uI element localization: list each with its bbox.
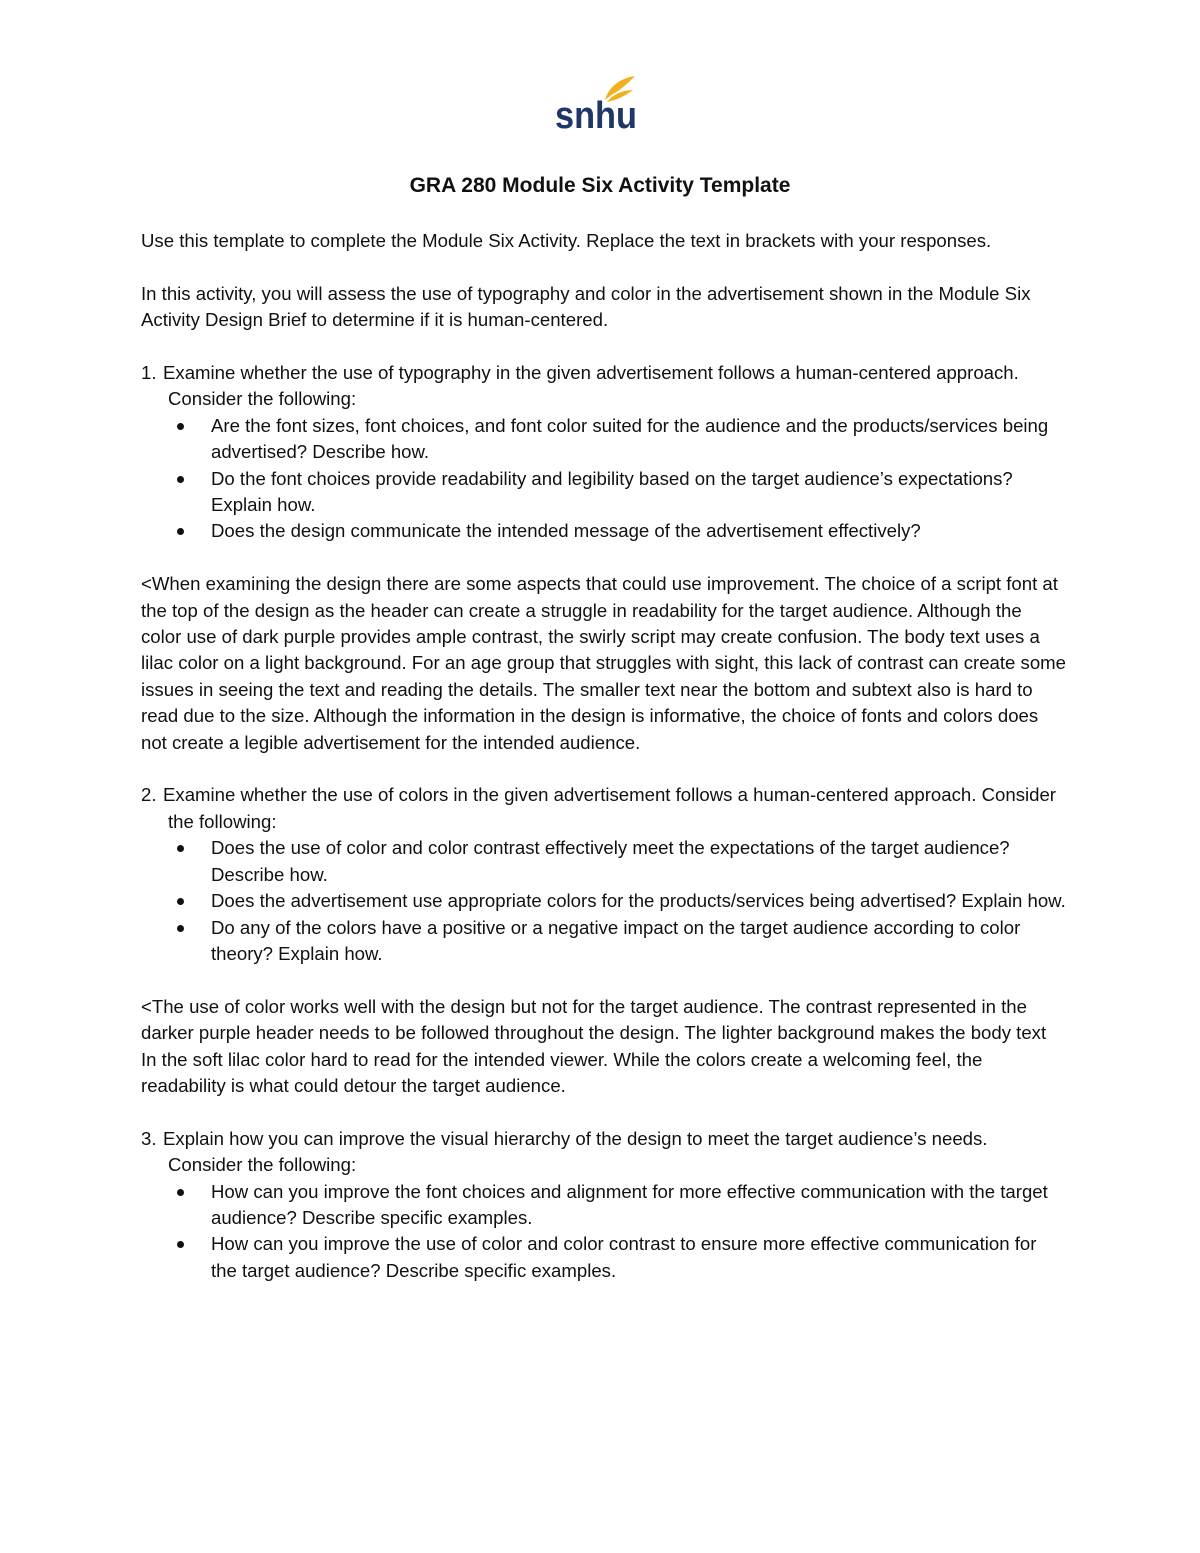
bullet-item [141,413,1066,466]
intro-paragraph: In this activity, you will assess the use of typography and color in the advertisement shown in the Module Six Activity Design Brief to determine if it is human-centered. [141,282,1031,331]
question-bullet-list [141,1179,1066,1285]
question-prompt [141,1126,1066,1179]
question-number: 2. [141,784,157,806]
bullet-item [141,1231,1066,1284]
bullet-icon [177,528,184,535]
document-title: GRA 280 Module Six Activity Template [409,174,791,197]
question-bullet-list [141,413,1066,545]
bullet-item [141,835,1066,888]
bullet-icon [177,1241,184,1248]
document-body [141,228,1066,1311]
bullet-icon [177,423,184,430]
bullet-text: Do any of the colors have a positive or a negative impact on the target audience according to color theory? Explain how. [211,916,1021,964]
response-paragraph: <The use of color works well with the design but not for the target audience. The contrast represented in the darker purple header needs to be followed throughout the design. The lighter background makes the body text In the soft lilac color hard to read for the intended viewer. While the colors create a welcoming feel, the readability is what could detour the target audience. [141,995,1047,1096]
bullet-icon [177,845,184,852]
bullet-text: Does the design communicate the intended message of the advertisement effectively? [211,520,921,542]
bullet-icon [177,476,184,483]
bullet-text: Do the font choices provide readability and legibility based on the target audience’s expectations? Explain how. [211,467,1013,516]
question-text: Explain how you can improve the visual hierarchy of the design to meet the target audience’s needs. Consider the following: [163,1127,988,1176]
bullet-item [141,1179,1066,1232]
bullet-icon [177,925,184,932]
question-prompt [141,360,1066,413]
bullet-text: How can you improve the font choices and alignment for more effective communication with the target audience? Describe specific examples. [211,1180,1048,1228]
intro-paragraph: Use this template to complete the Module Six Activity. Replace the text in brackets with your responses. [141,230,992,251]
bullet-icon [177,1189,184,1196]
bullet-item [141,466,1066,519]
question-bullet-list [141,835,1066,967]
bullet-item [141,518,1066,544]
bullet-text: Does the advertisement use appropriate colors for the products/services being advertised? Explain how. [211,890,1066,912]
question-text: Examine whether the use of colors in the given advertisement follows a human-centered approach. Consider the following: [163,784,1056,832]
question-number: 1. [141,362,157,383]
snhu-logo [555,72,639,134]
question-prompt [141,782,1066,835]
bullet-icon [177,898,184,905]
question-text: Examine whether the use of typography in the given advertisement follows a human-centered approach. Consider the following: [163,362,1019,410]
logo-wordmark: snhu [555,95,637,134]
bullet-text: How can you improve the use of color and color contrast to ensure more effective communication for the target audience? Describe specific examples. [211,1233,1037,1281]
bullet-text: Are the font sizes, font choices, and font color suited for the audience and the products/services being advertised? Describe how. [211,414,1049,463]
bullet-item [141,888,1066,914]
bullet-text: Does the use of color and color contrast effectively meet the expectations of the target audience? Describe how. [211,837,1010,885]
response-paragraph: <When examining the design there are some aspects that could use improvement. The choice of a script font at the top of the design as the header can create a struggle in readability for the target audience. Although the color use of dark purple provides ample contrast, the swirly script may create confusion. The body text uses a lilac color on a light background. For an age group that struggles with sight, this lack of contrast can create some issues in seeing the text and reading the details. The smaller text near the bottom and subtext also is hard to read due to the size. Although the information in the design is informative, the choice of fonts and colors does not create a legible advertisement for the intended audience. [141,573,1067,753]
bullet-item [141,915,1066,968]
question-number: 3. [141,1127,157,1149]
